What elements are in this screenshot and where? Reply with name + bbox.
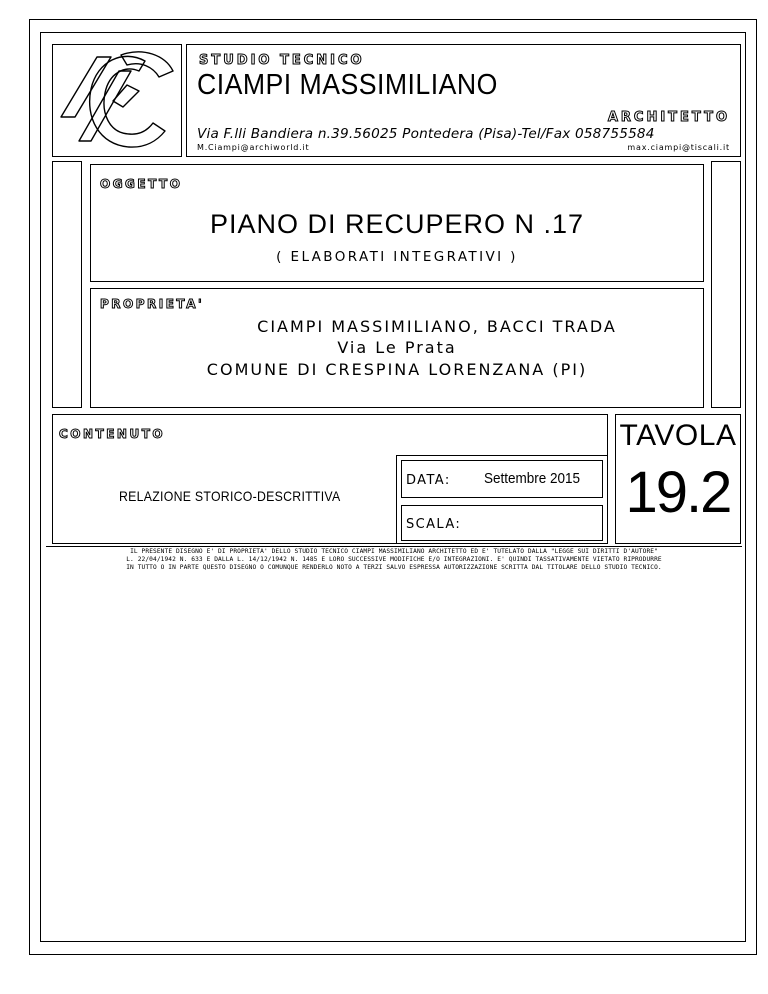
data-box: [401, 460, 603, 498]
scala-label: SCALA:: [406, 517, 462, 532]
studio-name: CIAMPI MASSIMILIANO: [197, 69, 498, 101]
contenuto-description: RELAZIONE STORICO-DESCRITTIVA: [119, 488, 341, 504]
studio-role: ARCHITETTO: [607, 110, 730, 125]
studio-logo-icon: [53, 45, 181, 156]
scala-box: [401, 505, 603, 541]
contenuto-divider-top: [396, 455, 607, 456]
studio-label: STUDIO TECNICO: [199, 53, 365, 68]
proprieta-box: [90, 288, 704, 408]
contenuto-heading: CONTENUTO: [59, 427, 166, 441]
right-rail: [711, 161, 741, 408]
data-label: DATA:: [406, 473, 451, 488]
data-value: Settembre 2015: [484, 470, 581, 487]
proprieta-street: Via Le Prata: [337, 338, 457, 357]
proprieta-owners: CIAMPI MASSIMILIANO, BACCI TRADA: [257, 317, 617, 336]
proprieta-heading: PROPRIETA': [100, 297, 205, 311]
legal-notice: [46, 546, 742, 572]
proprieta-comune: COMUNE DI CRESPINA LORENZANA (PI): [206, 360, 588, 379]
tavola-number: 19.2: [625, 460, 731, 525]
contenuto-divider: [396, 455, 398, 543]
tavola-label: TAVOLA: [619, 419, 737, 452]
legal-line-2: L. 22/04/1942 N. 633 E DALLA L. 14/12/1942 N. 1485 E LORO SUCCESSIVE MODIFICHE E/O INTEGRAZIONI. E' QUINDI TASSATIVAMENTE VIETATO RIPRODURRE: [126, 556, 662, 563]
legal-line-3: IN TUTTO O IN PARTE QUESTO DISEGNO O COMUNQUE RENDERLO NOTO A TERZI SALVO ESPRESSA AUTORIZZAZIONE SCRITTA DAL TITOLARE DELLO STUDIO TECNICO.: [126, 564, 662, 571]
oggetto-box: [90, 164, 704, 282]
logo-box: [52, 44, 182, 157]
studio-email-right: max.ciampi@tiscali.it: [627, 143, 730, 152]
studio-email-left: M.Ciampi@archiworld.it: [197, 143, 310, 152]
oggetto-subtitle: ( ELABORATI INTEGRATIVI ): [276, 249, 518, 265]
tavola-box: [615, 414, 741, 544]
oggetto-title: PIANO DI RECUPERO N .17: [209, 209, 585, 239]
studio-address: Via F.lli Bandiera n.39.56025 Pontedera (Pisa)-Tel/Fax 058755584: [197, 126, 655, 142]
legal-line-1: IL PRESENTE DISEGNO E' DI PROPRIETA' DELLO STUDIO TECNICO CIAMPI MASSIMILIANO ARCHITETTO ED E' TUTELATO DALLA "LEGGE SUI DIRITTI D'AUTORE": [130, 548, 658, 555]
left-rail: [52, 161, 82, 408]
studio-header-box: [186, 44, 741, 157]
oggetto-heading: OGGETTO: [100, 177, 183, 191]
